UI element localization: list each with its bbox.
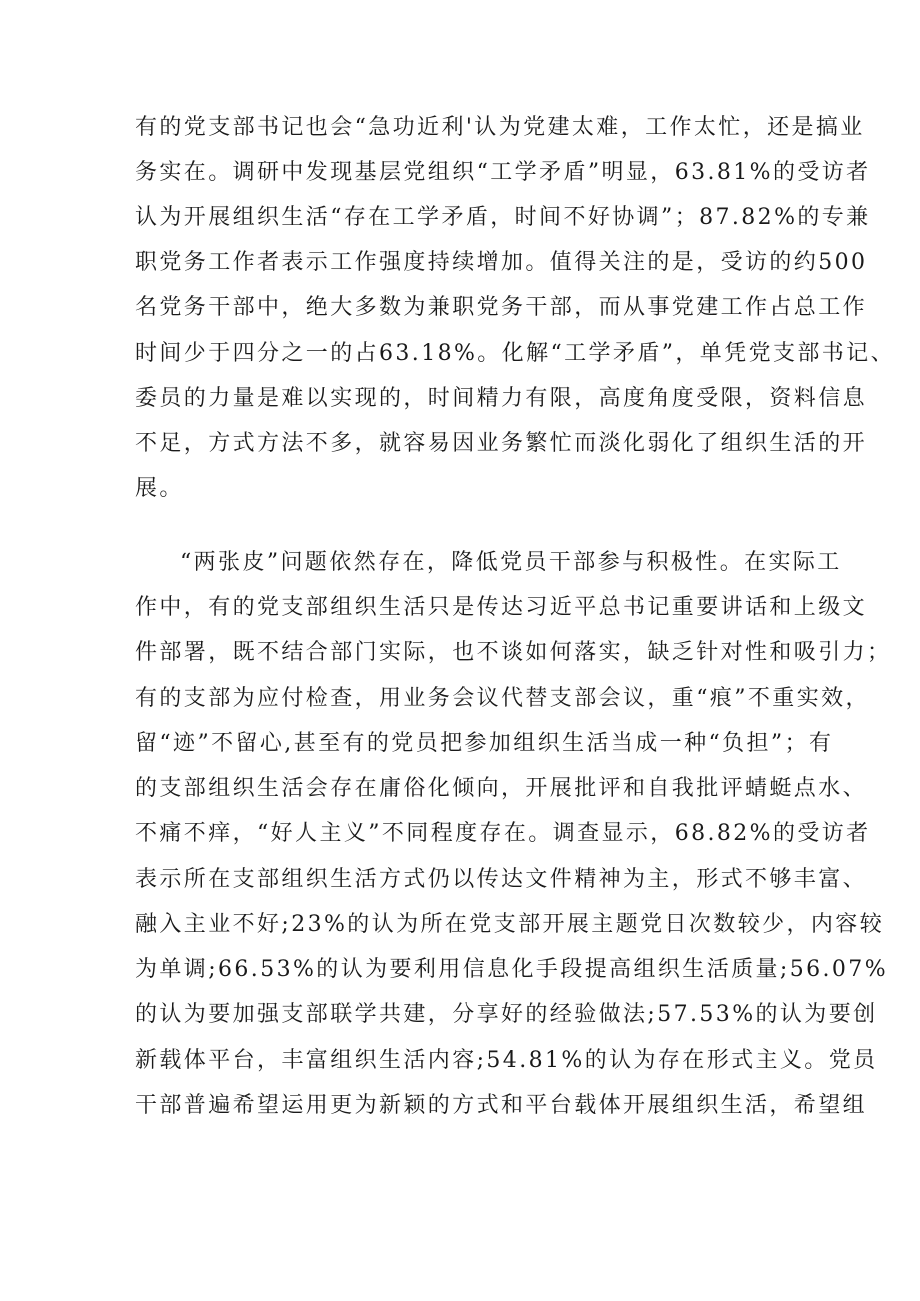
paragraph-2-line-6: 的支部组织生活会存在庸俗化倾向，开展批评和自我批评蜻蜓点水、 (135, 776, 868, 801)
paragraph-1-line-7: 委员的力量是难以实现的，时间精力有限，高度角度受限，资料信息 (135, 386, 868, 411)
paragraph-2-line-5: 留“迹”不留心,甚至有的党员把参加组织生活当成一种“负担”；有 (135, 731, 834, 756)
paragraph-1-line-3: 认为开展组织生活“存在工学矛盾，时间不好协调”；87.82%的专兼 (135, 205, 871, 230)
paragraph-2-line-7: 不痛不痒，“好人主义”不同程度存在。调查显示，68.82%的受访者 (135, 821, 871, 846)
paragraph-2-line-10: 为单调;66.53%的认为要利用信息化手段提高组织生活质量;56.07% (135, 957, 888, 982)
paragraph-2-line-11: 的认为要加强支部联学共建，分享好的经验做法;57.53%的认为要创 (135, 1002, 878, 1027)
paragraph-1-line-1: 有的党支部书记也会“急功近利'认为党建太难，工作太忙，还是搞业 (135, 115, 865, 140)
paragraph-2-line-12: 新载体平台，丰富组织生活内容;54.81%的认为存在形式主义。党员 (135, 1048, 878, 1073)
paragraph-1-line-2: 务实在。调研中发现基层党组织“工学矛盾”明显，63.81%的受访者 (135, 160, 871, 185)
paragraph-1-line-9: 展。 (135, 476, 184, 501)
paragraph-1-line-8: 不足，方式方法不多，就容易因业务繁忙而淡化弱化了组织生活的开 (135, 431, 868, 456)
paragraph-2-line-8: 表示所在支部组织生活方式仍以传达文件精神为主，形式不够丰富、 (135, 867, 868, 892)
paragraph-2-line-9: 融入主业不好;23%的认为所在党支部开展主题党日次数较少，内容较 (135, 912, 885, 937)
paragraph-2-line-3: 件部署，既不结合部门实际，也不谈如何落实，缺乏针对性和吸引力； (135, 640, 892, 665)
paragraph-2-line-1: “两张皮”问题依然存在，降低党员干部参与积极性。在实际工 (180, 550, 842, 575)
paragraph-1-line-5: 名党务干部中，绝大多数为兼职党务干部，而从事党建工作占总工作 (135, 295, 868, 320)
paragraph-1-line-4: 职党务工作者表示工作强度持续增加。值得关注的是，受访的约500 (135, 250, 868, 275)
paragraph-2-line-13: 干部普遍希望运用更为新颖的方式和平台载体开展组织生活，希望组 (135, 1093, 868, 1118)
paragraph-2-line-4: 有的支部为应付检查，用业务会议代替支部会议，重“痕”不重实效， (135, 686, 870, 711)
paragraph-1-line-6: 时间少于四分之一的占63.18%。化解“工学矛盾”，单凭党支部书记、 (135, 341, 895, 366)
paragraph-2-line-2: 作中，有的党支部组织生活只是传达习近平总书记重要讲话和上级文 (135, 595, 868, 620)
